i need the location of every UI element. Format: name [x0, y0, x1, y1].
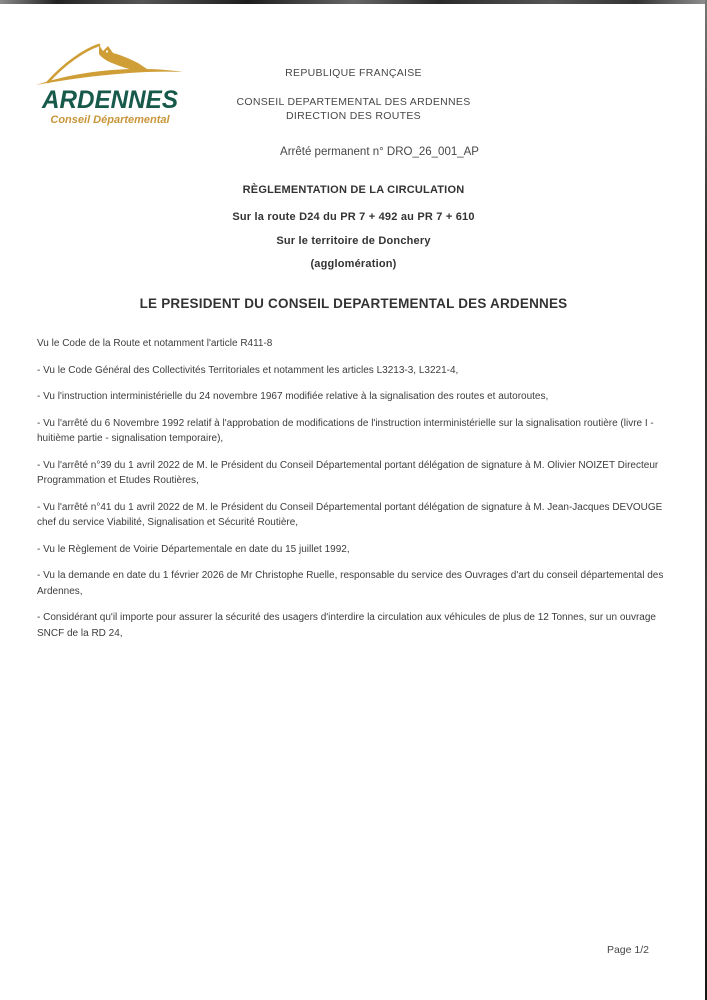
body-paragraph-vu-demande: - Vu la demande en date du 1 février 2026 de Mr Christophe Ruelle, responsable du service des Ouvrages d'art du conseil départemental des Ardennes,: [37, 570, 664, 597]
document-heading: LE PRESIDENT DU CONSEIL DEPARTEMENTAL DES ARDENNES: [139, 296, 568, 311]
logo-name: ARDENNES: [41, 86, 179, 114]
republique-line: REPUBLIQUE FRANÇAISE: [285, 67, 422, 79]
page-number: Page 1/2: [606, 944, 649, 956]
conseil-departemental-line: CONSEIL DEPARTEMENTAL DES ARDENNES: [236, 96, 471, 108]
direction-routes-line: DIRECTION DES ROUTES: [286, 110, 421, 122]
title-territoire: Sur le territoire de Donchery: [276, 235, 431, 247]
body-paragraph-vu-code-route: Vu le Code de la Route et notamment l'article R411-8: [37, 338, 273, 349]
body-paragraph-vu-reglement-voirie: - Vu le Règlement de Voirie Départementale en date du 15 juillet 1992,: [37, 543, 350, 555]
scan-edge-top: [0, 0, 707, 4]
title-agglomeration: (agglomération): [310, 258, 397, 270]
body-paragraph-considerant: - Considérant qu'il importe pour assurer la sécurité des usagers d'interdire la circulation aux véhicules de plus de 12 Tonnes, sur un ouvrage SNCF de la RD 24,: [37, 612, 656, 639]
body-paragraph-vu-arrete-1992: - Vu l'arrêté du 6 Novembre 1992 relatif à l'approbation de modifications de l'instruction interministérielle sur la signalisation routière (livre I -huitième partie - signalisation temporaire),: [37, 417, 654, 444]
title-reglementation: RÈGLEMENTATION DE LA CIRCULATION: [242, 184, 465, 196]
document-body: [37, 336, 669, 652]
body-paragraph-vu-instruction: - Vu l'instruction interministérielle du 24 novembre 1967 modifiée relative à la signalisation des routes et autoroutes,: [37, 391, 549, 402]
arrete-reference: Arrêté permanent n° DRO_26_001_AP: [280, 146, 479, 158]
body-paragraph-vu-arrete-39: - Vu l'arrêté n°39 du 1 avril 2022 de M. le Président du Conseil Départemental portant délégation de signature à M. Olivier NOIZET Directeur Programmation et Etudes Routières,: [37, 459, 659, 486]
logo-subtitle: Conseil Départemental: [50, 114, 170, 126]
body-paragraph-vu-code-general: - Vu le Code Général des Collectivités Territoriales et notamment les articles L3213-3, L3221-4,: [37, 364, 459, 376]
title-route-section: Sur la route D24 du PR 7 + 492 au PR 7 + 610: [232, 211, 475, 223]
body-paragraph-vu-arrete-41: - Vu l'arrêté n°41 du 1 avril 2022 de M. le Président du Conseil Départemental portant délégation de signature à M. Jean-Jacques DEVOUGE chef du service Viabilité, Signalisation et Sécurité Routière,: [37, 501, 663, 528]
boar-icon: [34, 42, 186, 87]
